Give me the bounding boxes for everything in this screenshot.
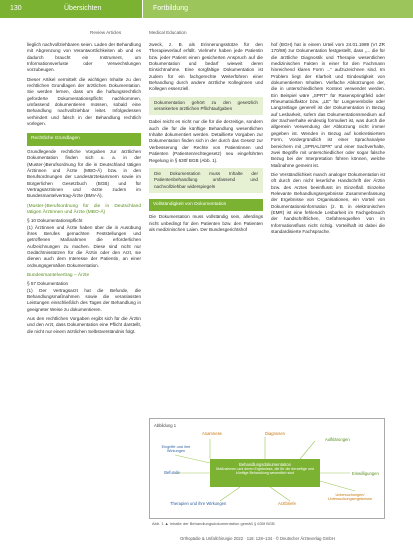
label-befunde: Befunde <box>164 470 180 475</box>
subheader-left: Review Articles <box>90 30 122 35</box>
paragraph: (1) Ärztinnen und Ärzte haben über die in Ausübung ihres Berufes gemachten Feststellungen und getroffenen Maßnahmen die erforderlichen Aufzeichnungen zu machen. Diese sind nicht nur Gedächtnisstützen für die Ärztin oder den Arzt, sie dienen auch dem Interesse der Patientin, an einer ordnungsgemäßen Dokumentation. <box>27 224 141 268</box>
label-therapien: Therapien und ihre Wirkungen <box>170 501 227 506</box>
column-2 <box>149 42 263 233</box>
figure-documentation-diagram <box>149 418 385 519</box>
label-untersuchungen-wrapper <box>320 493 380 507</box>
page-footer: Orthopädie & Unfallchirurgie 2022 · 116: 128–134 · © Deutscher Ärzteverlag GmbH <box>180 536 335 541</box>
highlight-box: Die Dokumentation muss Inhalte der Patientenbehandlung umfassend und nachvollziehbar widerspiegeln <box>149 168 263 193</box>
label-arztbriefe: Arztbriefe <box>278 501 296 506</box>
center-sub: Maßnahmen und deren Ergebnisse, die für die derzeitige und künftige Behandlung wesentlich sind <box>216 467 314 476</box>
paragraph: Aus den rechtlichen Vorgaben ergibt sich für die Ärztin und den Arzt, dass Dokumentation eine Pflicht darstellt, die nicht nur einem ärztlichen Selbstverständnis folgt. <box>27 316 141 334</box>
figure-label: Abbildung 1 <box>154 423 177 428</box>
section-heading-completeness: Vollständigkeit von Dokumentation <box>149 199 263 211</box>
subsection-heading: § 10 Dokumentationspflicht <box>27 218 83 224</box>
section-label-overview: Übersichten <box>52 0 142 18</box>
subsection-heading: § 57 Dokumentation <box>27 281 69 287</box>
paragraph: lieglich nachvollziehbaren seien. Laden der Behandlung mit Abgrenzung von Verantwortlichkeiten ab und es dadurch braucht ein Instrument, um Informationsverluste oder Verwechslungen vorzubeugen. <box>27 42 141 73</box>
figure-caption: Abb. 1 ▲ Inhalte der Behandlungsdokumentation gemäß § 630f BGB <box>152 521 275 526</box>
paragraph: hof (BGH) hat in einem Urteil vom 24.01.1989 (VI ZR 170/88) zur Dokumentation festgestellt, dass „... die für die ärztliche Diagnostik und Therapie wesentlichen medizinischen Fakten in einer für den Fachmann hinreichend klaren Form ..." aufzuzeichnen sind. Im Problem liegt der Klarheit und Eindeutigkeit von dokumentierten Inhalten. Vielfache Abkürzungen der, die in unterschiedlichem Kontext verwendet werden. Ein Beispiel wäre „SPRT" für Rasenspringtfeld oder Rheumatoidfaktor bzw. „LE" für Lungenembolie oder Langzeitlage generell ist der Dokumentation in Bezug auf Lesbarkeit, sofern das Dokumentationsmedium auf der Sachverhalte eindeutig formuliert ist, was durch die allgemein Verwendung der Abkürzung nicht immer gegeben ist. Wenden in Bezug auf konkretisiertem Form, Vordergründlich ist einer Sprachanalyse bereichern mit „SPRAL/SPR" und einer Sachverhalte, zwei Begriffe mit unterschiedlicher oder sogar falsche Bezug bei der Interpretation führen können, welche Maßnahme gemeint ist. <box>271 42 385 168</box>
paragraph: Die Dokumentation muss vollständig sein, allerdings nicht unbedingt für den Patienten bzw. den Patienten als medizinischen Laien. Der Bundesgerichtshof <box>149 214 263 232</box>
paragraph: (1) Der Vertragsarzt hat die Befunde, die Behandlungsmaßnahmen sowie die veranlassten Leistungen einschließlich des Tages der Behandlung in geeigneter Weise zu dokumentieren. <box>27 287 141 312</box>
paragraph: Grundlegende rechtliche Vorgaben zur ärztlichen Dokumentation finden sich u. a. in der (Muster-)Berufsordnung für die in Deutschland tätigen Ärztinnen und Ärzte (MBO-Ä) bzw. in den Berufsordnungen der Landesärztekammern sowie im Bürgerlichen Gesetzbuch (BGB) und für Vertragsärztinnen und -ärzte zudem im Bundesmantelvertrag-Ärzte (BMV-Ä). <box>27 148 141 199</box>
center-sub-wrapper <box>216 467 314 487</box>
section-heading-mbo: (Muster-)Berufsordnung für die in Deutschland tätigen Ärztinnen und Ärzte (MBO-Ä) <box>27 203 141 215</box>
section-heading-legal: Rechtliche Grundlagen <box>27 133 141 145</box>
subheader-right: Medical Education <box>149 30 187 35</box>
section-label-education: Fortbildung <box>143 0 413 18</box>
paragraph: Dieser Artikel vermittelt die wichtigen Inhalte zu den rechtlichen Grundlagen der ärztlichen Dokumentation. Sie werden lernen, dass um die haftungsrechtlich geforderte Dokumentationspflicht nachkommen, umfassend dokumentieren müssen, sobald eine Behandlung nachvollziehbar leitet. Infolgedessen verhindert und falsch in der Behandlung rechtlich vorlegen. <box>27 76 141 127</box>
center-title: Behandlungsdokumentation <box>239 462 291 467</box>
column-1 <box>27 42 141 335</box>
label-anamnese: Anamnese <box>201 431 223 436</box>
section-heading-bmv: Bundesmantelvertrag – Ärzte <box>27 273 90 278</box>
label-aufklaerung: Aufklärungen <box>325 437 350 442</box>
paragraph: zweck, z. B. als Erinnerungsstütze für den Therapieverlauf erfüllt. Vielmehr haben jede Patientin bzw. jeder Patient einen gesicherten Anspruch auf die Dokumentation und bedarf wieweit deren Einsichtnahme. Eine sorgfältige Dokumentation ist zudem für ein fachgerechte Weiterführen einer Behandlung durch andere ärztliche Kolleginnen und Kollegen essenziell. <box>149 42 263 92</box>
label-eingriffe-wrapper <box>154 445 198 459</box>
diagram-svg <box>150 419 384 518</box>
paragraph: Dabei reicht es nicht nur die für die derzeitige, sondern auch die für die künftige Behandlung wesentlichen Inhalte dokumentiert werden. Detaillierte Vorgaben zur Dokumentation finden sich in der durch das Gesetz zur Verbesserung der Rechte von Patientinnen und Patienten (Patientenrechtegesetz) neu eingeführten Regelung in § 630f BGB (Abb. 1). <box>149 119 263 163</box>
column-3 <box>271 42 385 235</box>
paragraph: Die Verständlichkeit manch analoger Dokumentation ist oft durch den nicht leserliche Handschrift der Ärztin bzw. des Arztes beeinflusst im Einzelfall. Einzelne Relevante Behandlungsergebnisse Zusammenfassung der Ergebnisse von Organisationen, ein Vorteil von Dokumentationsinformation (z. B. in elektronischen (EMR) ist eine fehlende Lesbarkeit im Fachgebrauch der handschriftlichen, Gefahrenquellen von im Informationsfluss nicht richtig. Vorteilhaft ist dabei die standardisierte Fachsprache. <box>271 171 385 234</box>
label-eingriffe: Eingriffe und ihre Wirkungen <box>161 445 191 454</box>
page-number: 130 <box>0 0 52 18</box>
page-header <box>0 0 413 18</box>
label-diagnosen: Diagnosen <box>264 431 286 436</box>
highlight-box: Dokumentation gehört zu den gesetzlich verankerten ärztlichen Pflichtaufgaben <box>149 97 263 116</box>
label-einwilligungen: Einwilligungen <box>352 471 379 476</box>
label-untersuchungen: Untersuchungen/ Untersuchungsergebnisse <box>327 493 373 502</box>
